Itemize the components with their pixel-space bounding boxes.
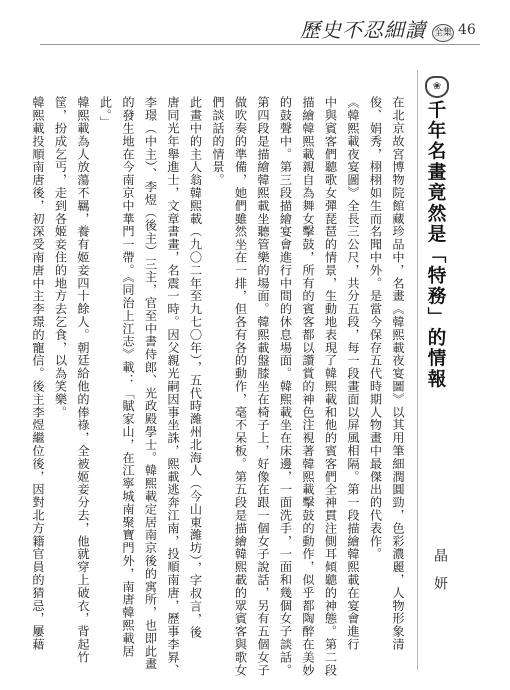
text-column: 做吹奏的準備，她們雖然坐在一排，但各有各的動作，毫不呆板。第五段是描繪韓熙載的眾賓客與歌女 [233, 96, 248, 677]
text-column: 《韓熙載夜宴圖》全長三公尺，共分五段，每一段畫面以屏風相隔。第一段描繪韓熙載在宴會進行 [346, 96, 360, 651]
text-column: 的鼓聲中。第三段描繪宴會進行中間的休息場面。韓熙載坐在床邊，一面洗手，一面和幾個女子談話。 [278, 96, 293, 677]
edition-badge: 全集 [432, 24, 454, 42]
article-author: 晶妍 [432, 548, 448, 604]
text-column: 描繪韓熙載親自為舞女擊鼓，所有的賓客都以讚賞的神色注視著韓熙載擊鼓的動作，似乎都陶醉在美妙 [301, 96, 315, 677]
text-column: 的發生地在今南京中華門一帶。《同治上江志》載：「賦家山，在江寧城南聚寶門外，南唐韓熙載居 [121, 96, 135, 658]
text-column: 中與賓客們聽歌女彈琵琶的情景，生動地表現了韓熙載和他的賓客們全神貫注側耳傾聽的神態。第二段 [323, 96, 338, 677]
text-column: 韓熙載為人放蕩不羈，養有姬妾四十餘人。朝廷給他的俸祿，全被姬妾分去，他就穿上破衣，背起竹 [76, 96, 90, 664]
article-title: 千年名畫竟然是「特務」的情報 [425, 100, 446, 390]
text-column: 唐同光年舉進士，文章書畫，名震一時。因父親光嗣因事坐誅，熙載逃奔江南，投順南唐，歷事李昪、 [166, 96, 180, 677]
page-header [0, 0, 510, 58]
text-column: 此畫中的主人翁韓熙載（九〇二年至九七〇年），五代時濰州北海人（今山東濰坊），字叔言，後 [188, 96, 203, 639]
title-ornament-icon: ❀ [425, 76, 449, 98]
page-number: 46 [458, 22, 476, 38]
text-column: 李璟（中主）、李煜（後主）三主，官至中書侍郎、光政殿學士。韓熙載定居南京後的寓所，也即此畫 [143, 96, 158, 671]
text-column: 第四段是描繪韓熙載坐聽管樂的場面。韓熙載盤膝坐在椅子上，好像在跟一個女子說話，另有五個女子 [256, 96, 270, 677]
book-title: 歷史不忍細讀 [300, 18, 426, 42]
title-divider [417, 70, 418, 670]
text-column: 韓熙載投順南唐後，初深受南唐中主李璟的寵信。後主李煜繼位後，因對北方籍官員的猜忌，屢藉 [31, 96, 45, 651]
text-column: 們談話的情景。 [211, 96, 225, 187]
text-column: 此。」 [98, 96, 113, 129]
text-column: 筐，扮成乞丐，走到各姬妾住的地方去乞食，以為笑樂。 [53, 96, 68, 419]
header-divider [40, 44, 480, 45]
text-column: 俊、娟秀，栩栩如生而名聞中外。是當今保存五代時期人物畫中最傑出的代表作。 [368, 96, 383, 561]
text-column: 在北京故宮博物院館藏珍品中，名畫《韓熙載夜宴圖》以其用筆細潤圓勁，色彩濃麗，人物形象清 [391, 96, 405, 651]
